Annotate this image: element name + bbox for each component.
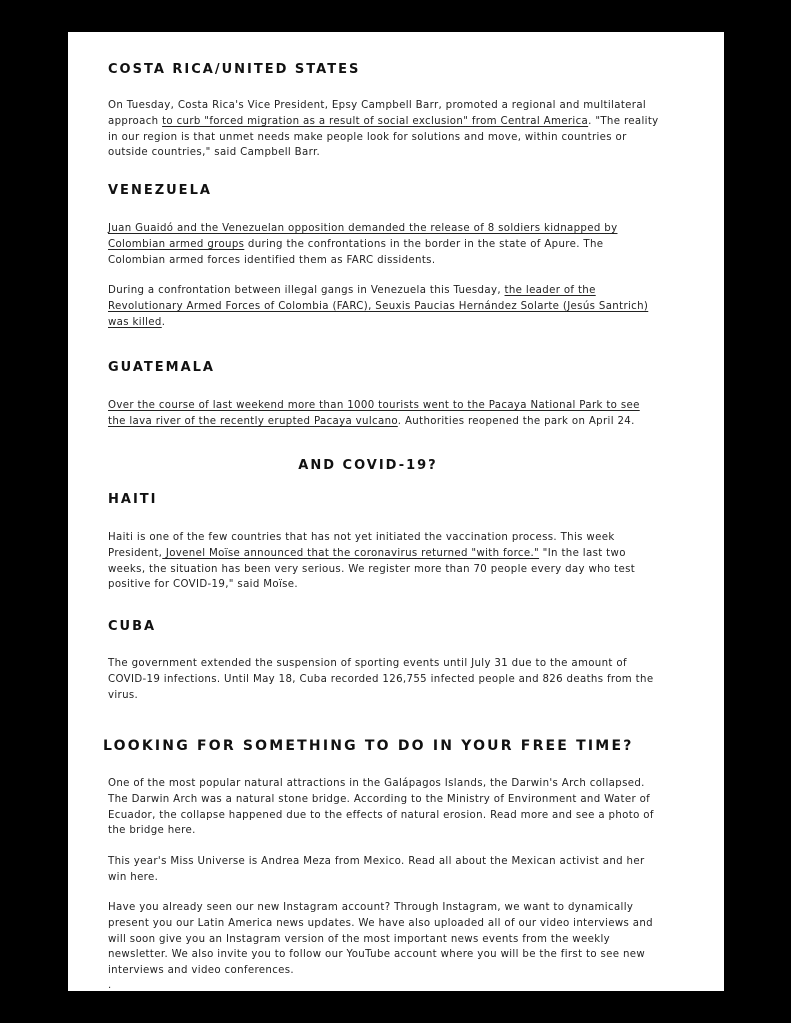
heading-haiti: HAITI [108,492,158,507]
paragraph-costa-rica [108,98,660,161]
link-guaido-soldiers[interactable]: Juan Guaidó and the Venezuelan opposition demanded the release of 8 soldiers kidnapped by Colombian armed groups [108,223,618,250]
paragraph-cuba: The government extended the suspension of sporting events until July 31 due to the amount of COVID-19 infections. Until May 18, Cuba recorded 126,755 infected people and 826 deaths from the virus. [108,658,654,701]
paragraph-venezuela-1 [108,221,660,268]
paragraph-guatemala [108,398,660,430]
link-farc-leader[interactable]: the leader of the Revolutionary Armed Forces of Colombia (FARC), Seuxis Paucias Hernández Solarte (Jesús Santrich) was killed [108,285,649,328]
link-pacaya-park[interactable]: Over the course of last weekend more than 1000 tourists went to the Pacaya National Park to see the lava river of the recently erupted Pacaya vulcano [108,400,640,427]
heading-venezuela: VENEZUELA [108,183,212,198]
trailing-dot: . [108,980,112,991]
heading-costa-rica: COSTA RICA/UNITED STATES [108,62,361,77]
paragraph-darwin-arch: One of the most popular natural attractions in the Galápagos Islands, the Darwin's Arch collapsed. The Darwin Arch was a natural stone bridge. According to the Ministry of Environment and Water of Ecuador, the collapse happened due to the effects of natural erosion. Read more and see a photo of the bridge here. [108,778,654,837]
paragraph-venezuela-2 [108,283,660,330]
text: . [161,316,166,328]
paragraph-haiti [108,530,660,593]
text: On Tuesday, Costa Rica's Vice President, Epsy Campbell Barr, promoted a regional and multilateral approach [108,100,647,127]
heading-guatemala: GUATEMALA [108,360,215,375]
newsletter-page [68,32,724,991]
link-forced-migration[interactable]: to curb "forced migration as a result of social exclusion" from Central America [162,115,589,127]
link-moise-announcement[interactable]: Jovenel Moïse announced that the coronavirus returned "with force." [162,547,540,559]
heading-covid: AND COVID-19? [298,458,438,473]
heading-cuba: CUBA [108,619,157,634]
paragraph-instagram: Have you already seen our new Instagram account? Through Instagram, we want to dynamically present you our Latin America news updates. We have also uploaded all of our video interviews and will soon give you an Instagram version of the most important news events from the weekly newsletter. We also invite you to follow our YouTube account where you will be the first to see new interviews and video conferences. [108,902,653,977]
text: Haiti is one of the few countries that has not yet initiated the vaccination process. This week President, [108,532,615,559]
text: During a confrontation between illegal gangs in Venezuela this Tuesday, [108,285,505,296]
heading-free-time: LOOKING FOR SOMETHING TO DO IN YOUR FREE TIME? [103,738,634,754]
text: "In the last two weeks, the situation has been very serious. We register more than 70 people every day who test positive for COVID-19," said Moïse. [108,547,636,591]
text: . "The reality in our region is that unmet needs make people look for solutions and move, within countries or outside countries," said Campbell Barr. [108,115,659,159]
paragraph-miss-universe: This year's Miss Universe is Andrea Meza from Mexico. Read all about the Mexican activist and her win here. [108,856,645,883]
text: . Authorities reopened the park on April 24. [397,415,635,427]
text: during the confrontations in the border in the state of Apure. The Colombian armed forces identified them as FARC dissidents. [108,238,604,266]
